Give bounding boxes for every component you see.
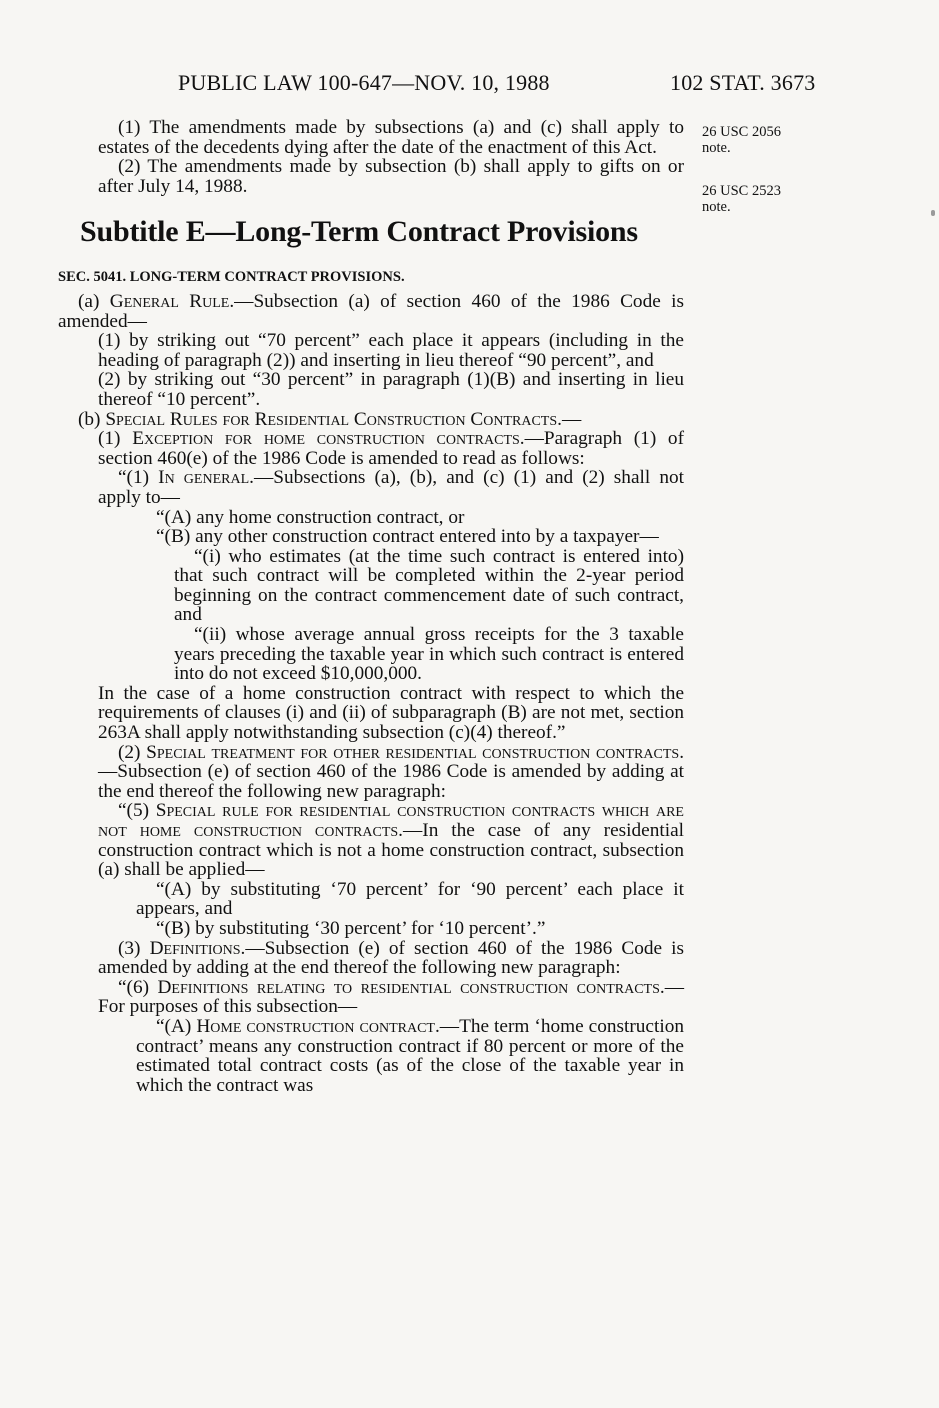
paragraph-heading: Special rule for residential construction contracts which are not home construction contracts (98, 800, 684, 841)
paragraph-label: (3) (118, 937, 150, 959)
section-heading: SEC. 5041. LONG-TERM CONTRACT PROVISIONS. (58, 269, 405, 286)
paragraph-text: .—Subsection (e) of section 460 of the 1986 Code is amended by adding at the end thereof the following new paragraph: (98, 937, 685, 979)
quoted-subparagraph-5B (58, 919, 684, 939)
margin-note-citation (702, 183, 781, 215)
paragraph-heading: Exception for home construction contracts (132, 428, 520, 450)
paragraph-a: (a) General Rule.—Subsection (a) of section 460 of the 1986 Code is amended— (58, 290, 684, 332)
paragraph-text: .—Paragraph (1) of section 460(e) of the 1986 Code is amended to read as follows: (98, 428, 684, 469)
margin-note-citation (702, 124, 781, 156)
paragraph-label: (1) (98, 428, 133, 450)
quoted-subparagraph-B (58, 527, 684, 547)
paragraph-a1 (58, 331, 684, 370)
paragraph-label: “(1) (118, 467, 159, 489)
quoted-paragraph-5 (58, 801, 684, 879)
paragraph-label: (b) (78, 408, 106, 430)
margin-note-line: 26 USC 2523 (702, 183, 781, 199)
paragraph-text: In the case of a home construction contract with respect to which the requirements of clauses (i) and (ii) of subparagraph (B) are not met, section 263A shall apply notwithstanding subsection (c)(4) thereof.” (98, 682, 684, 744)
paragraph-text: .—Subsections (a), (b), and (c) (1) and (2) shall not apply to— (98, 467, 684, 508)
quoted-clause-i (58, 547, 684, 625)
paragraph-label: “(6) (118, 976, 158, 998)
running-header-page: 102 STAT. 3673 (670, 70, 816, 95)
paragraph-heading: Special treatment for other residential construction contracts (146, 741, 680, 763)
quoted-flush-text (58, 684, 684, 743)
paragraph-text: .— (557, 408, 582, 430)
quoted-subparagraph-6A (58, 1017, 684, 1095)
paragraph-b2 (58, 743, 684, 802)
paragraph-text: “(A) any home construction contract, or (156, 506, 465, 528)
paragraph-label: “(5) (118, 800, 156, 822)
scan-speck (931, 210, 935, 216)
paragraph-text: “(i) who estimates (at the time such contract is entered into) that such contract will be completed within the 2-year period beginning on the contract commencement date of such contract, and (174, 545, 684, 626)
margin-note-line: note. (702, 140, 731, 156)
paragraph-text: (1) The amendments made by subsections (a) and (c) shall apply to estates of the decedents dying after the date of the enactment of this Act. (98, 117, 684, 158)
paragraph-text: “(ii) whose average annual gross receipts for the 3 taxable years preceding the taxable year in which such contract is entered into do not exceed $10,000,000. (174, 624, 684, 685)
subtitle-heading: Subtitle E—Long-Term Contract Provisions (80, 215, 638, 249)
margin-note-line: 26 USC 2056 (702, 124, 781, 140)
paragraph-a2 (58, 370, 684, 409)
paragraph-text: .—Subsection (a) of section 460 of the 1986 Code is amended— (58, 290, 684, 332)
paragraph-heading: Special Rules for Residential Construction Contracts (105, 408, 558, 430)
paragraph-heading: General Rule (109, 290, 230, 312)
paragraph-effective-date-2 (58, 157, 684, 196)
paragraph-text: (2) by striking out “30 percent” in paragraph (1)(B) and inserting in lieu thereof “10 percent”. (98, 369, 684, 410)
paragraph-text: (2) The amendments made by subsection (b) shall apply to gifts on or after July 14, 1988. (98, 156, 684, 197)
paragraph-effective-date-1 (58, 118, 684, 157)
paragraph-b (58, 410, 684, 430)
paragraph-b1 (58, 429, 684, 468)
paragraph-text: .—For purposes of this subsection— (98, 976, 684, 1018)
quoted-clause-ii (58, 625, 684, 684)
paragraph-heading: Definitions (149, 937, 241, 959)
paragraph-text: .—The term ‘home construction contract’ means any construction contract if 80 percent or more of the estimated total contract costs (as of the close of the taxable year in which the contract was (136, 1015, 684, 1096)
paragraph-b3 (58, 939, 684, 978)
paragraph-text: .—Subsection (e) of section 460 of the 1986 Code is amended by adding at the end thereof the following new paragraph: (98, 741, 685, 802)
quoted-subparagraph-5A (58, 880, 684, 919)
paragraph-heading: Home construction contract (196, 1015, 435, 1037)
paragraph-text: (1) by striking out “70 percent” each place it appears (including in the heading of paragraph (2)) and inserting in lieu thereof “90 percent”, and (98, 330, 684, 371)
running-header-title: PUBLIC LAW 100-647—NOV. 10, 1988 (178, 70, 550, 95)
paragraph-label: “(A) (156, 1015, 197, 1037)
quoted-paragraph-1 (58, 468, 684, 507)
paragraph-label: (2) (118, 741, 147, 763)
margin-note-line: note. (702, 199, 731, 215)
paragraph-text: “(B) any other construction contract entered into by a taxpayer— (156, 526, 659, 548)
paragraph-text: “(B) by substituting ‘30 percent’ for ‘10 percent’.” (156, 917, 546, 939)
body-text (58, 118, 684, 1095)
paragraph-text: “(A) by substituting ‘70 percent’ for ‘90 percent’ each place it appears, and (136, 878, 684, 920)
quoted-subparagraph-A (58, 508, 684, 528)
quoted-paragraph-6 (58, 978, 684, 1017)
paragraph-heading: In general (158, 467, 250, 489)
paragraph-text: .—In the case of any residential construction contract which is not a home construction contract, subsection (a) shall be applied— (98, 820, 684, 881)
paragraph-heading: Definitions relating to residential construction contracts (157, 976, 660, 998)
